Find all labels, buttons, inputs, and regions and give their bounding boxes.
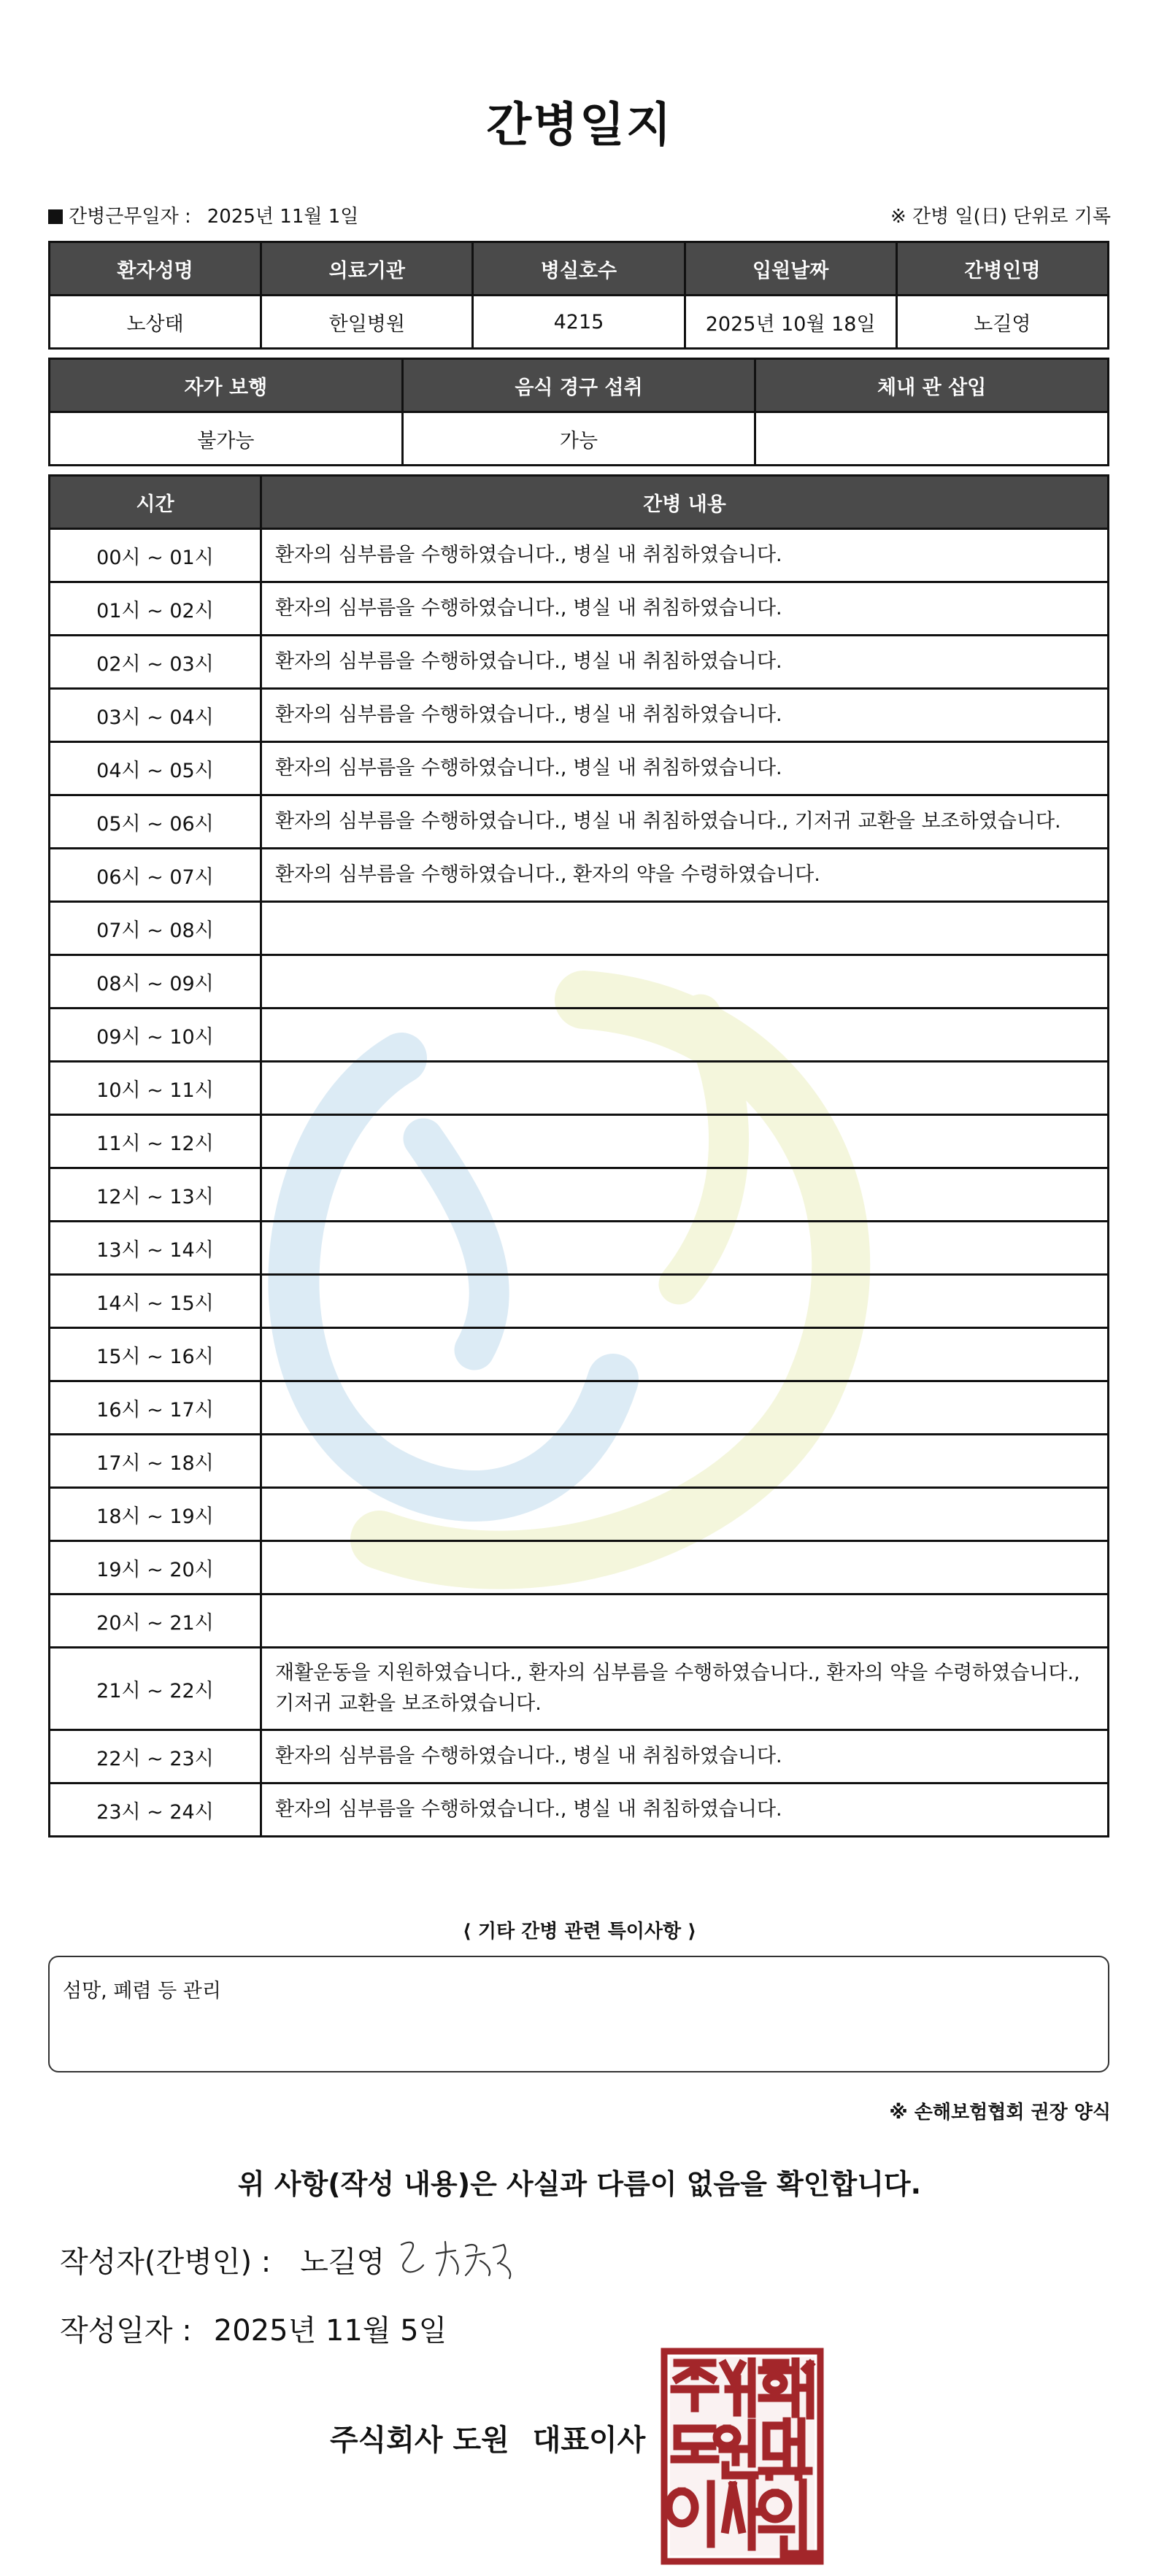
time-slot: 11시 ~ 12시	[50, 1115, 261, 1168]
time-slot: 02시 ~ 03시	[50, 636, 261, 689]
care-content	[261, 902, 1109, 955]
care-content	[261, 955, 1109, 1009]
special-notes-text: 섬망, 폐렴 등 관리	[63, 1980, 221, 2002]
time-slot: 08시 ~ 09시	[50, 955, 261, 1009]
table-row	[50, 582, 1109, 636]
special-notes-box	[48, 1956, 1109, 2072]
time-slot: 10시 ~ 11시	[50, 1062, 261, 1115]
company-signature-line	[330, 2417, 645, 2459]
time-slot: 05시 ~ 06시	[50, 795, 261, 849]
care-content: 환자의 심부름을 수행하였습니다., 병실 내 취침하였습니다.	[261, 1730, 1109, 1783]
header-caregiver-name: 간병인명	[896, 242, 1108, 296]
table-row	[50, 1730, 1109, 1783]
table-row	[50, 742, 1109, 795]
table-row	[50, 689, 1109, 742]
table-row	[50, 955, 1109, 1009]
time-slot: 18시 ~ 19시	[50, 1488, 261, 1541]
time-slot: 12시 ~ 13시	[50, 1168, 261, 1222]
special-notes-title: ⟨ 기타 간병 관련 특이사항 ⟩	[462, 1921, 697, 1943]
table-row	[50, 1783, 1109, 1837]
table-row	[50, 1541, 1109, 1594]
care-content: 환자의 심부름을 수행하였습니다., 병실 내 취침하였습니다.	[261, 582, 1109, 636]
care-content: 재활운동을 지원하였습니다., 환자의 심부름을 수행하였습니다., 환자의 약을 수령하였습니다., 기저귀 교환을 보조하였습니다.	[261, 1648, 1109, 1730]
care-content	[261, 1594, 1109, 1648]
table-row	[50, 1115, 1109, 1168]
header-self-walking: 자가 보행	[50, 359, 403, 412]
square-bullet-icon	[48, 209, 63, 224]
table-row	[50, 529, 1109, 582]
table-row	[50, 1328, 1109, 1381]
writer-name: 노길영	[300, 2245, 385, 2279]
table-row	[50, 1594, 1109, 1648]
time-slot: 22시 ~ 23시	[50, 1730, 261, 1783]
care-content	[261, 1381, 1109, 1435]
time-slot: 15시 ~ 16시	[50, 1328, 261, 1381]
document-title: 간병일지	[486, 99, 673, 153]
time-slot: 09시 ~ 10시	[50, 1009, 261, 1062]
care-content	[261, 1115, 1109, 1168]
table-row	[50, 795, 1109, 849]
care-content: 환자의 심부름을 수행하였습니다., 병실 내 취침하였습니다.	[261, 742, 1109, 795]
patient-status-table	[48, 358, 1109, 466]
table-row	[50, 1435, 1109, 1488]
care-content: 환자의 심부름을 수행하였습니다., 병실 내 취침하였습니다.	[261, 529, 1109, 582]
care-content	[261, 1062, 1109, 1115]
record-unit-note: ※ 간병 일(日) 단위로 기록	[890, 206, 1111, 228]
header-care-content: 간병 내용	[261, 476, 1109, 529]
care-log-rows	[50, 529, 1109, 1837]
care-content	[261, 1009, 1109, 1062]
caregiver-name: 노길영	[896, 296, 1108, 349]
table-row	[50, 1648, 1109, 1730]
tube-insertion-value	[755, 412, 1109, 466]
time-slot: 23시 ~ 24시	[50, 1783, 261, 1837]
care-content: 환자의 심부름을 수행하였습니다., 환자의 약을 수령하였습니다.	[261, 849, 1109, 902]
time-slot: 17시 ~ 18시	[50, 1435, 261, 1488]
work-date-row	[48, 201, 1111, 231]
handwritten-signature	[394, 2232, 525, 2283]
written-date-label: 작성일자 :	[60, 2314, 192, 2348]
time-slot: 14시 ~ 15시	[50, 1275, 261, 1328]
care-content: 환자의 심부름을 수행하였습니다., 병실 내 취침하였습니다.	[261, 1783, 1109, 1837]
table-row	[50, 636, 1109, 689]
confirmation-statement: 위 사항(작성 내용)은 사실과 다름이 없음을 확인합니다.	[237, 2168, 922, 2200]
care-content: 환자의 심부름을 수행하였습니다., 병실 내 취침하였습니다.	[261, 636, 1109, 689]
table-row	[50, 1009, 1109, 1062]
care-content	[261, 1168, 1109, 1222]
header-patient-name: 환자성명	[50, 242, 261, 296]
time-slot: 07시 ~ 08시	[50, 902, 261, 955]
oral-intake-value: 가능	[402, 412, 755, 466]
company-seal-stamp	[660, 2347, 825, 2566]
writer-row	[60, 2239, 385, 2280]
care-log-table	[48, 474, 1109, 1837]
time-slot: 06시 ~ 07시	[50, 849, 261, 902]
time-slot: 01시 ~ 02시	[50, 582, 261, 636]
time-slot: 03시 ~ 04시	[50, 689, 261, 742]
work-date-value: 2025년 11월 1일	[207, 206, 359, 228]
table-row	[50, 1222, 1109, 1275]
table-row	[50, 1168, 1109, 1222]
care-content	[261, 1488, 1109, 1541]
table-row	[50, 902, 1109, 955]
room-number: 4215	[473, 296, 685, 349]
care-content	[261, 1275, 1109, 1328]
admission-date: 2025년 10월 18일	[685, 296, 896, 349]
time-slot: 04시 ~ 05시	[50, 742, 261, 795]
time-slot: 13시 ~ 14시	[50, 1222, 261, 1275]
table-row	[50, 1275, 1109, 1328]
header-oral-intake: 음식 경구 섭취	[402, 359, 755, 412]
care-content	[261, 1541, 1109, 1594]
header-hospital: 의료기관	[261, 242, 473, 296]
time-slot: 19시 ~ 20시	[50, 1541, 261, 1594]
table-row	[50, 1062, 1109, 1115]
time-slot: 21시 ~ 22시	[50, 1648, 261, 1730]
header-admission-date: 입원날짜	[685, 242, 896, 296]
care-content	[261, 1328, 1109, 1381]
care-content: 환자의 심부름을 수행하였습니다., 병실 내 취침하였습니다., 기저귀 교환을 보조하였습니다.	[261, 795, 1109, 849]
ceo-title: 대표이사	[532, 2423, 646, 2457]
care-content: 환자의 심부름을 수행하였습니다., 병실 내 취침하였습니다.	[261, 689, 1109, 742]
table-row	[50, 1488, 1109, 1541]
time-slot: 00시 ~ 01시	[50, 529, 261, 582]
time-slot: 16시 ~ 17시	[50, 1381, 261, 1435]
care-content	[261, 1435, 1109, 1488]
header-room-number: 병실호수	[473, 242, 685, 296]
time-slot: 20시 ~ 21시	[50, 1594, 261, 1648]
written-date-value: 2025년 11월 5일	[213, 2314, 447, 2348]
work-date-label: 간병근무일자 :	[69, 206, 191, 228]
company-name: 주식회사 도원	[330, 2423, 509, 2457]
table-row	[50, 849, 1109, 902]
self-walking-value: 불가능	[50, 412, 403, 466]
patient-name: 노상태	[50, 296, 261, 349]
table-row	[50, 1381, 1109, 1435]
header-time: 시간	[50, 476, 261, 529]
care-content	[261, 1222, 1109, 1275]
hospital-name: 한일병원	[261, 296, 473, 349]
header-tube-insertion: 체내 관 삽입	[755, 359, 1109, 412]
source-note: ※ 손해보험협회 권장 양식	[889, 2102, 1111, 2124]
writer-label: 작성자(간병인) :	[60, 2245, 272, 2279]
written-date-row	[60, 2307, 447, 2349]
patient-info-table	[48, 241, 1109, 350]
